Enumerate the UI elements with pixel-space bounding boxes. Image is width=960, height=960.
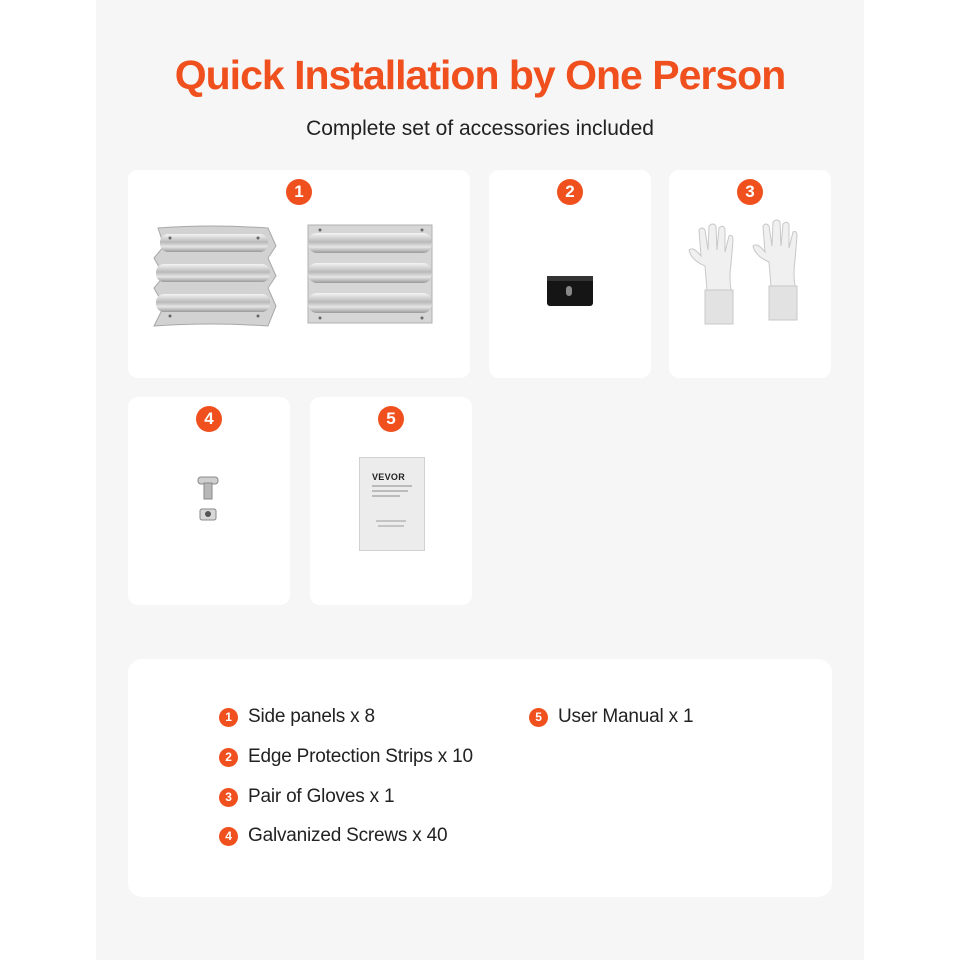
items-list — [128, 659, 832, 897]
card-edge-strips — [489, 170, 651, 378]
manual-image — [359, 457, 425, 551]
list-item-number: 5 — [529, 708, 548, 727]
badge-4: 4 — [196, 406, 222, 432]
badge-2: 2 — [557, 179, 583, 205]
list-item — [219, 746, 473, 768]
badge-5: 5 — [378, 406, 404, 432]
list-item-number: 2 — [219, 748, 238, 767]
list-item — [219, 706, 375, 728]
list-item-label: Galvanized Screws x 40 — [248, 825, 448, 846]
side-panel-curved-image — [150, 224, 280, 330]
card-manual — [310, 397, 472, 605]
list-item — [219, 825, 447, 847]
badge-3: 3 — [737, 179, 763, 205]
list-item-number: 4 — [219, 827, 238, 846]
list-item-number: 1 — [219, 708, 238, 727]
manual-brand-logo: VEVOR — [372, 472, 406, 482]
list-item-label: User Manual x 1 — [558, 706, 694, 727]
list-item-label: Edge Protection Strips x 10 — [248, 746, 473, 767]
list-item — [219, 786, 394, 808]
card-side-panels — [128, 170, 470, 378]
list-item-label: Pair of Gloves x 1 — [248, 786, 395, 807]
list-item-number: 3 — [219, 788, 238, 807]
screw-image — [196, 477, 220, 523]
list-item-label: Side panels x 8 — [248, 706, 375, 727]
list-item — [529, 706, 693, 728]
edge-strip-image — [545, 272, 595, 308]
card-gloves — [669, 170, 831, 378]
page-subtitle: Complete set of accessories included — [306, 117, 654, 140]
side-panel-flat-image — [306, 225, 436, 325]
gloves-image — [685, 220, 815, 324]
page-title: Quick Installation by One Person — [174, 52, 786, 98]
card-screws — [128, 397, 290, 605]
badge-1: 1 — [286, 179, 312, 205]
